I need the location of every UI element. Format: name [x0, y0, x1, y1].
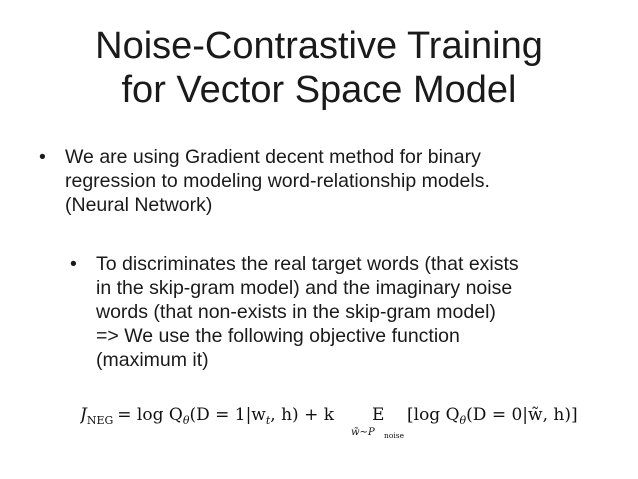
formula-part2: (D = 1|w [189, 405, 266, 425]
bullet-1 [39, 145, 619, 217]
bullet-2 [70, 252, 630, 372]
formula-part3: , h) + k [270, 405, 335, 425]
formula-lhs: J [80, 405, 87, 425]
bullet-1-line-2: regression to modeling word-relationship models. [65, 170, 490, 192]
bullet-2-line-5: (maximum it) [96, 349, 209, 371]
bullet-2-line-2: in the skip-gram model) and the imaginary noise [96, 277, 513, 299]
formula-expectation-sub: w̃∼P [351, 427, 375, 438]
bullet-marker: • [39, 146, 46, 168]
bullet-2-text [96, 252, 630, 372]
formula-theta-2: θ [459, 414, 467, 427]
svg-text:[log Qθ(D = 0|w̃, h)] [407, 405, 578, 427]
formula-lhs-sub: NEG [86, 414, 114, 427]
bullet-2-line-1: To discriminates the real target words (that exists [96, 253, 519, 275]
bullet-1-line-1: We are using Gradient decent method for binary [65, 146, 481, 168]
formula-expectation: E [372, 405, 385, 425]
svg-text:JNEG= log Qθ(D = 1|wt, h) + k [80, 405, 335, 427]
title-line-2: for Vector Space Model [121, 69, 517, 111]
objective-formula [80, 396, 600, 446]
bullet-2-line-3: words (that non-exists in the skip-gram model) [96, 301, 496, 323]
formula-part5: (D = 0|w̃, h)] [466, 405, 578, 425]
bullet-1-text [65, 145, 619, 217]
formula-w-sub: t [265, 414, 271, 427]
title-line-1: Noise-Contrastive Training [95, 25, 543, 67]
formula-part4: [log Q [407, 405, 460, 425]
bullet-1-line-3: (Neural Network) [65, 194, 213, 216]
formula-expectation-sub-sub: noise [384, 431, 405, 440]
formula-theta-1: θ [182, 414, 190, 427]
bullet-marker: • [70, 253, 77, 275]
bullet-2-line-4: => We use the following objective function [96, 325, 460, 347]
formula-part1: = log Q [117, 405, 183, 425]
slide-title [0, 24, 638, 112]
